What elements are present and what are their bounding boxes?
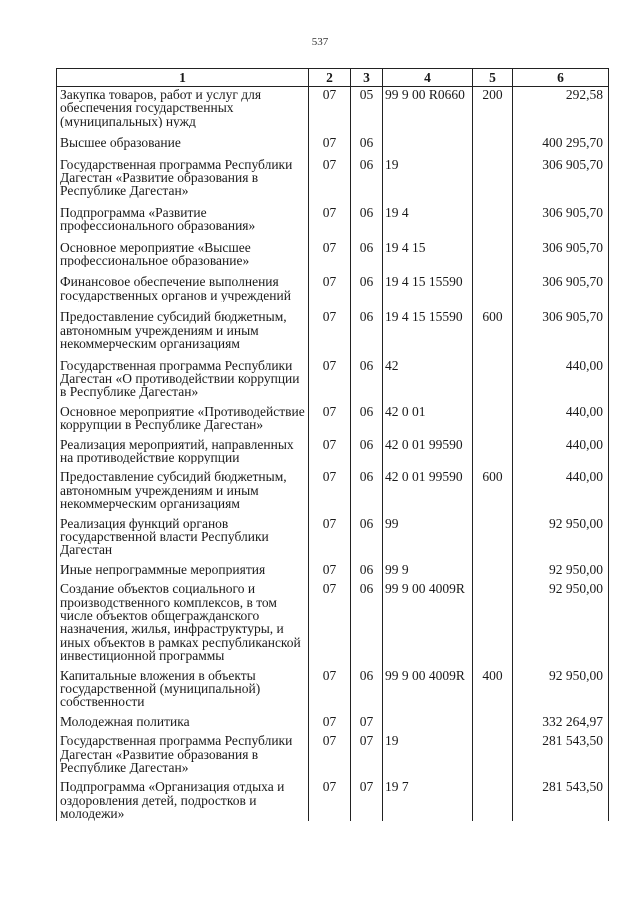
- table-row: [57, 709, 609, 728]
- section-code: 07: [309, 464, 351, 510]
- item-name: Высшее образование: [57, 128, 309, 149]
- amount: 306 905,70: [513, 302, 609, 350]
- expense-type-code: [473, 198, 513, 233]
- table-row: [57, 351, 609, 399]
- section-code: 07: [309, 150, 351, 198]
- item-name: Реализация функций органов государственной власти Республики Дагестан: [57, 511, 309, 557]
- amount: 440,00: [513, 351, 609, 399]
- expense-type-code: [473, 432, 513, 465]
- header-col-3: 3: [351, 69, 383, 87]
- subsection-code: 06: [351, 198, 383, 233]
- target-article-code: 42 0 01 99590: [383, 432, 473, 465]
- section-code: 07: [309, 432, 351, 465]
- amount: 440,00: [513, 432, 609, 465]
- expense-type-code: [473, 511, 513, 557]
- item-name: Молодежная политика: [57, 709, 309, 728]
- target-article-code: 99 9 00 4009R: [383, 663, 473, 709]
- amount: 440,00: [513, 464, 609, 510]
- section-code: 07: [309, 267, 351, 302]
- table-row: [57, 728, 609, 774]
- subsection-code: 06: [351, 464, 383, 510]
- amount: 92 950,00: [513, 511, 609, 557]
- subsection-code: 06: [351, 267, 383, 302]
- section-code: 07: [309, 128, 351, 149]
- subsection-code: 06: [351, 511, 383, 557]
- target-article-code: 99 9 00 R0660: [383, 87, 473, 129]
- amount: 306 905,70: [513, 198, 609, 233]
- subsection-code: 06: [351, 150, 383, 198]
- target-article-code: 42 0 01 99590: [383, 464, 473, 510]
- table-row: [57, 198, 609, 233]
- table-row: [57, 302, 609, 350]
- header-col-5: 5: [473, 69, 513, 87]
- expense-type-code: 600: [473, 464, 513, 510]
- item-name: Финансовое обеспечение выполнения государственных органов и учреждений: [57, 267, 309, 302]
- item-name: Основное мероприятие «Высшее профессиональное образование»: [57, 233, 309, 268]
- expense-type-code: 200: [473, 87, 513, 129]
- subsection-code: 06: [351, 432, 383, 465]
- section-code: 07: [309, 728, 351, 774]
- expense-type-code: [473, 233, 513, 268]
- item-name: Основное мероприятие «Противодействие коррупции в Республике Дагестан»: [57, 399, 309, 432]
- section-code: 07: [309, 557, 351, 576]
- subsection-code: 06: [351, 233, 383, 268]
- amount: 400 295,70: [513, 128, 609, 149]
- expense-type-code: [473, 557, 513, 576]
- budget-table: [56, 68, 609, 821]
- table-row: [57, 557, 609, 576]
- section-code: 07: [309, 774, 351, 820]
- expense-type-code: [473, 267, 513, 302]
- subsection-code: 06: [351, 663, 383, 709]
- subsection-code: 06: [351, 302, 383, 350]
- header-col-6: 6: [513, 69, 609, 87]
- subsection-code: 06: [351, 128, 383, 149]
- subsection-code: 06: [351, 576, 383, 662]
- target-article-code: 19: [383, 728, 473, 774]
- table-row: [57, 267, 609, 302]
- amount: 292,58: [513, 87, 609, 129]
- item-name: Государственная программа Республики Дагестан «Развитие образования в Республике Дагестан»: [57, 150, 309, 198]
- table-row: [57, 663, 609, 709]
- target-article-code: 19: [383, 150, 473, 198]
- section-code: 07: [309, 576, 351, 662]
- amount: 306 905,70: [513, 233, 609, 268]
- expense-type-code: [473, 774, 513, 820]
- section-code: 07: [309, 351, 351, 399]
- amount: 92 950,00: [513, 663, 609, 709]
- item-name: Капитальные вложения в объекты государственной (муниципальной) собственности: [57, 663, 309, 709]
- amount: 306 905,70: [513, 150, 609, 198]
- table-row: [57, 511, 609, 557]
- expense-type-code: [473, 728, 513, 774]
- target-article-code: [383, 709, 473, 728]
- subsection-code: 06: [351, 557, 383, 576]
- amount: 281 543,50: [513, 774, 609, 820]
- subsection-code: 05: [351, 87, 383, 129]
- expense-type-code: [473, 576, 513, 662]
- table-row: [57, 87, 609, 129]
- expense-type-code: [473, 150, 513, 198]
- section-code: 07: [309, 233, 351, 268]
- table-body: [57, 87, 609, 821]
- table-header-row: [57, 69, 609, 87]
- header-col-4: 4: [383, 69, 473, 87]
- table-row: [57, 432, 609, 465]
- section-code: 07: [309, 399, 351, 432]
- target-article-code: 99 9: [383, 557, 473, 576]
- page-number: 537: [311, 36, 329, 48]
- amount: 440,00: [513, 399, 609, 432]
- item-name: Подпрограмма «Организация отдыха и оздоровления детей, подростков и молодежи»: [57, 774, 309, 820]
- target-article-code: 99: [383, 511, 473, 557]
- item-name: Закупка товаров, работ и услуг для обеспечения государственных (муниципальных) нужд: [57, 87, 309, 129]
- subsection-code: 06: [351, 351, 383, 399]
- table-row: [57, 128, 609, 149]
- header-col-1: 1: [57, 69, 309, 87]
- amount: 92 950,00: [513, 557, 609, 576]
- section-code: 07: [309, 709, 351, 728]
- item-name: Государственная программа Республики Дагестан «Развитие образования в Республике Дагестан»: [57, 728, 309, 774]
- target-article-code: 19 4: [383, 198, 473, 233]
- target-article-code: 19 7: [383, 774, 473, 820]
- amount: 92 950,00: [513, 576, 609, 662]
- item-name: Предоставление субсидий бюджетным, автономным учреждениям и иным некоммерческим организациям: [57, 302, 309, 350]
- section-code: 07: [309, 302, 351, 350]
- table-row: [57, 150, 609, 198]
- item-name: Государственная программа Республики Дагестан «О противодействии коррупции в Республике Дагестан»: [57, 351, 309, 399]
- subsection-code: 07: [351, 709, 383, 728]
- expense-type-code: 600: [473, 302, 513, 350]
- target-article-code: 19 4 15 15590: [383, 267, 473, 302]
- section-code: 07: [309, 511, 351, 557]
- expense-type-code: [473, 128, 513, 149]
- expense-type-code: [473, 709, 513, 728]
- amount: 332 264,97: [513, 709, 609, 728]
- table-row: [57, 774, 609, 820]
- item-name: Подпрограмма «Развитие профессионального образования»: [57, 198, 309, 233]
- budget-table-container: [56, 68, 608, 821]
- section-code: 07: [309, 663, 351, 709]
- table-row: [57, 233, 609, 268]
- section-code: 07: [309, 198, 351, 233]
- subsection-code: 06: [351, 399, 383, 432]
- section-code: 07: [309, 87, 351, 129]
- subsection-code: 07: [351, 774, 383, 820]
- subsection-code: 07: [351, 728, 383, 774]
- table-row: [57, 399, 609, 432]
- target-article-code: 19 4 15 15590: [383, 302, 473, 350]
- expense-type-code: [473, 351, 513, 399]
- item-name: Создание объектов социального и производственного комплексов, в том числе объектов общегражданского назначения, жилья, инфраструктуры, и иных объектов в рамках республиканской инвестиционной программы: [57, 576, 309, 662]
- target-article-code: 42: [383, 351, 473, 399]
- amount: 281 543,50: [513, 728, 609, 774]
- item-name: Предоставление субсидий бюджетным, автономным учреждениям и иным некоммерческим организациям: [57, 464, 309, 510]
- table-row: [57, 464, 609, 510]
- expense-type-code: 400: [473, 663, 513, 709]
- target-article-code: 42 0 01: [383, 399, 473, 432]
- target-article-code: [383, 128, 473, 149]
- item-name: Иные непрограммные мероприятия: [57, 557, 309, 576]
- target-article-code: 19 4 15: [383, 233, 473, 268]
- item-name: Реализация мероприятий, направленных на противодействие коррупции: [57, 432, 309, 465]
- header-col-2: 2: [309, 69, 351, 87]
- target-article-code: 99 9 00 4009R: [383, 576, 473, 662]
- amount: 306 905,70: [513, 267, 609, 302]
- expense-type-code: [473, 399, 513, 432]
- table-row: [57, 576, 609, 662]
